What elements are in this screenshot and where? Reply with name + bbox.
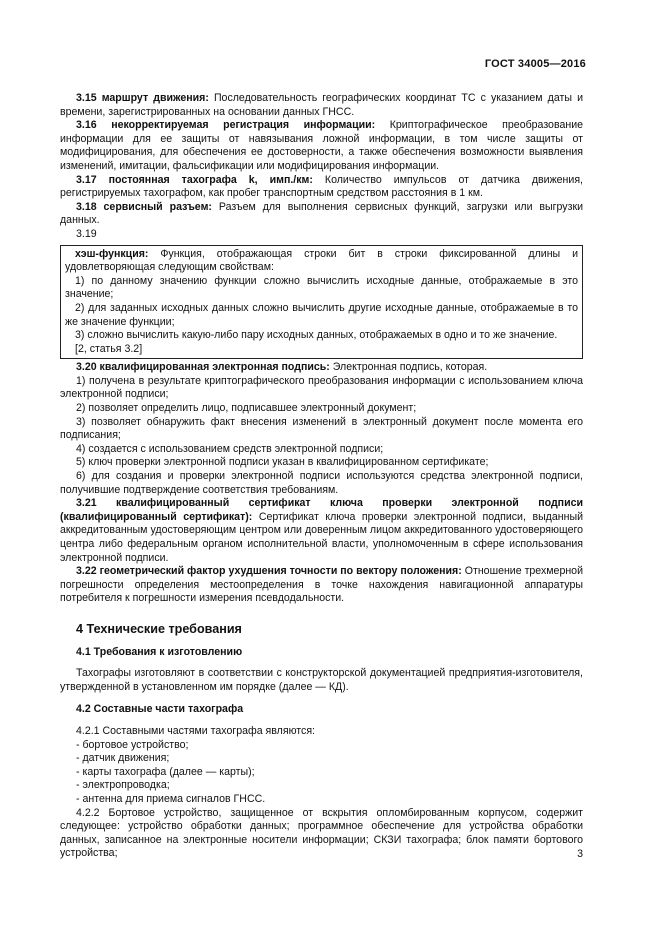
hash-function-definition-box	[60, 245, 583, 360]
definition-text: Криптографическое преобразование информации для ее защиты от навязывания ложной информации, в том числе защиты от модифицирования, для обеспечения ее достоверности, а также обеспечения возможности выявления изменений, имитации, фальсификации или модифицирования информации.	[60, 119, 584, 172]
definition-3-19-number: 3.19	[76, 227, 97, 240]
section-4-1-text: Тахографы изготовляют в соответствии с конструкторской документацией предприятия-изготовителя, утвержденной в установленном им порядке (далее — КД).	[60, 667, 583, 693]
term: 3.20 квалифицированная электронная подпись:	[76, 361, 330, 374]
list-item: - карты тахографа (далее — карты);	[76, 765, 255, 778]
definition-text: Сертификат ключа проверки электронной подписи, выданный аккредитованным удостоверяющим центром или доверенным лицом аккредитованного удостоверяющего центра либо федеральным органом исполнительной власти, уполномоченным в сфере использования электронной подписи.	[60, 510, 583, 564]
clause-4-2-2: 4.2.2 Бортовое устройство, защищенное от вскрытия опломбированным корпусом, содержит следующее: устройство обработки данных; программное обеспечение для устройства обработки данных, записанное на электронные носители информации; СКЗИ тахографа; блок памяти бортового устройства;	[60, 806, 583, 860]
source-reference: [2, статья 3.2]	[75, 342, 143, 355]
definition-3-21	[60, 497, 583, 565]
definition-text: Электронная подпись, которая.	[329, 361, 488, 374]
hash-function-intro	[65, 248, 578, 275]
list-item: 2) для заданных исходных данных сложно вычислить другие исходные данные, отображаемые в то же значение функции;	[65, 301, 578, 328]
definition-3-15	[60, 92, 583, 119]
list-item: 6) для создания и проверки электронной подписи используются средства электронной подписи, получившие подтверждение соответствия требованиям.	[60, 470, 583, 496]
term: 3.15 маршрут движения:	[76, 92, 209, 104]
list-item: - антенна для приема сигналов ГНСС.	[76, 792, 266, 805]
page-number: 3	[577, 848, 583, 860]
list-item: 4) создается с использованием средств электронной подписи;	[76, 442, 384, 455]
page-body	[60, 92, 583, 861]
definition-text: Функция, отображающая строки бит в строки фиксированной длины и удовлетворяющая следующим свойствам:	[65, 247, 578, 274]
list-item: 1) получена в результате криптографического преобразования информации с использованием ключа электронной подписи;	[60, 374, 583, 401]
list-item: 5) ключ проверки электронной подписи указан в квалифицированном сертификате;	[76, 456, 489, 469]
definition-3-20	[60, 361, 583, 375]
definition-text: Разъем для выполнения сервисных функций, загрузки или выгрузки данных.	[60, 200, 583, 227]
term: 3.16 некорректируемая регистрация информации:	[76, 119, 376, 132]
section-4-heading: 4 Технические требования	[76, 621, 242, 636]
term: 3.18 сервисный разъем:	[76, 200, 212, 213]
definition-text: Последовательность географических координат ТС с указанием даты и времени, зарегистрированных на основании данных ГНСС.	[60, 92, 583, 118]
definition-text: Количество импульсов от датчика движения, регистрируемых тахографом, как пробег транспортным средством расстояния в 1 км.	[60, 173, 583, 200]
term: 3.22 геометрический фактор ухудшения точности по вектору положения:	[76, 565, 462, 578]
term: хэш-функция:	[75, 247, 149, 260]
list-item: 3) позволяет обнаружить факт внесения изменений в электронный документ после момента его подписания;	[60, 415, 583, 442]
definition-text: Отношение трехмерной погрешности определения местоопределения в точке нахождения навигационной аппаратуры потребителя к погрешности измерения псевдодальности.	[60, 565, 583, 605]
definition-3-18	[60, 201, 583, 228]
definition-3-16	[60, 119, 583, 173]
definition-3-17	[60, 174, 583, 201]
definition-3-22	[60, 565, 583, 606]
list-item: 2) позволяет определить лицо, подписавшее электронный документ;	[76, 402, 417, 415]
list-item: 1) по данному значению функции сложно вычислить исходные данные, отображаемые в это значение;	[65, 274, 578, 301]
section-4-2-heading: 4.2 Составные части тахографа	[76, 703, 244, 716]
section-4-1-heading: 4.1 Требования к изготовлению	[76, 645, 243, 658]
list-item: - бортовое устройство;	[76, 738, 189, 751]
term: 3.17 постоянная тахографа k, имп./км:	[76, 173, 313, 186]
clause-4-2-1: 4.2.1 Составными частями тахографа являются:	[76, 724, 316, 737]
list-item: 3) сложно вычислить какую-либо пару исходных данных, отображаемых в одно и то же значение.	[75, 329, 558, 342]
term: 3.21 квалифицированный сертификат ключа проверки электронной подписи (квалифицированный сертификат):	[60, 497, 583, 523]
list-item: - электропроводка;	[76, 779, 170, 792]
document-id: ГОСТ 34005—2016	[484, 58, 586, 70]
list-item: - датчик движения;	[76, 752, 170, 765]
